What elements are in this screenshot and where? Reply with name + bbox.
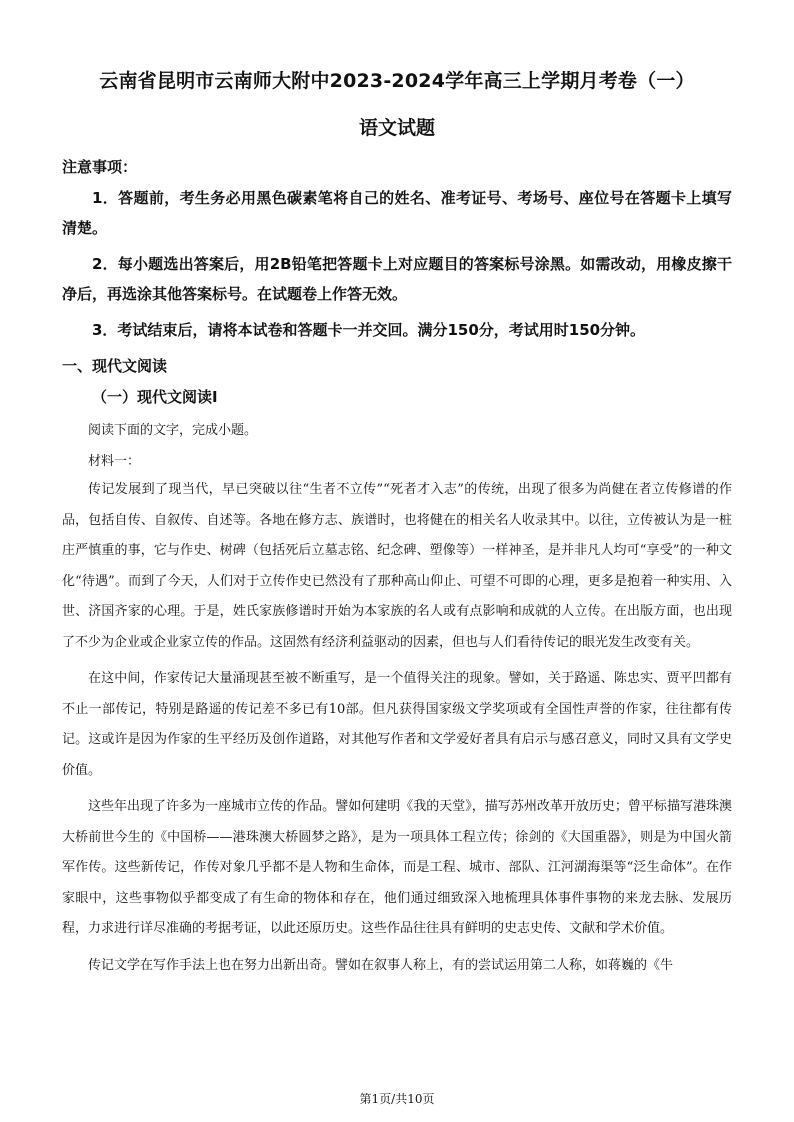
body-paragraph: 在这中间，作家传记大量涌现甚至被不断重写，是一个值得关注的现象。譬如，关于路遥、陈忠实、贾平凹都有不止一部传记，特别是路遥的传记差不多已有10部。但凡获得国家级文学奖项或有全国性声誉的作家，往往都有传记。这或许是因为作家的生平经历及创作道路，对其他写作者和文学爱好者具有启示与感召意义，同时又具有文学史价值。 [62, 671, 732, 778]
document-subtitle: 语文试题 [358, 117, 435, 139]
notice-item: 1．答题前，考生务必用黑色碳素笔将自己的姓名、准考证号、考场号、座位号在答题卡上填写清楚。 [62, 189, 732, 237]
body-paragraph: 传记发展到了现当代，早已突破以往“生者不立传”“死者才入志”的传统，出现了很多为尚健在者立传修谱的作品，包括自传、自叙传、自述等。各地在修方志、族谱时，也将健在的相关名人收录其中。以往，立传被认为是一桩庄严慎重的事，它与作史、树碑（包括死后立墓志铭、纪念碑、塑像等）一样神圣，是并非凡人均可“享受”的一种文化“待遇”。而到了今天，人们对于立传作史已然没有了那种高山仰止、可望不可即的心理，更多是抱着一种实用、入世、济国齐家的心理。于是，姓氏家族修谱时开始为本家族的名人或有点影响和成就的人立传。在出版方面，也出现了不少为企业或企业家立传的作品。这固然有经济利益驱动的因素，但也与人们看待传记的眼光发生改变有关。 [62, 482, 732, 650]
section-heading: 一、现代文阅读 [62, 357, 168, 375]
page-footer: 第1页/共10页 [359, 1092, 435, 1106]
body-paragraph: 传记文学在写作手法上也在努力出新出奇。譬如在叙事人称上，有的尝试运用第二人称，如蒋巍的《牛 [88, 957, 674, 973]
body-paragraph: 这些年出现了许多为一座城市立传的作品。譬如何建明《我的天堂》，描写苏州改革开放历史；曾平标描写港珠澳大桥前世今生的《中国桥——港珠澳大桥圆梦之路》，是为一项具体工程立传；徐剑的《大国重器》，则是为中国火箭军作传。这些新传记，作传对象几乎都不是人物和生命体，而是工程、城市、部队、江河湖海渠等“泛生命体”。在作家眼中，这些事物似乎都变成了有生命的物体和存在，他们通过细致深入地梳理具体事件事物的来龙去脉、发展历程，力求进行详尽准确的考据考证，以此还原历史。这些作品往往具有鲜明的史志史传、文献和学术价值。 [62, 799, 732, 936]
document-title: 云南省昆明市云南师大附中2023-2024学年高三上学期月考卷（一） [99, 70, 695, 92]
material-label: 材料一： [88, 454, 141, 469]
reading-instruction: 阅读下面的文字，完成小题。 [88, 423, 258, 438]
notice-item: 2．每小题选出答案后，用2B铅笔把答题卡上对应题目的答案标号涂黑。如需改动，用橡皮擦干净后，再选涂其他答案标号。在试题卷上作答无效。 [62, 255, 732, 303]
notice-heading: 注意事项： [62, 158, 138, 176]
subsection-heading: （一）现代文阅读Ⅰ [92, 388, 218, 406]
notice-item: 3．考试结束后，请将本试卷和答题卡一并交回。满分150分，考试用时150分钟。 [92, 321, 646, 339]
